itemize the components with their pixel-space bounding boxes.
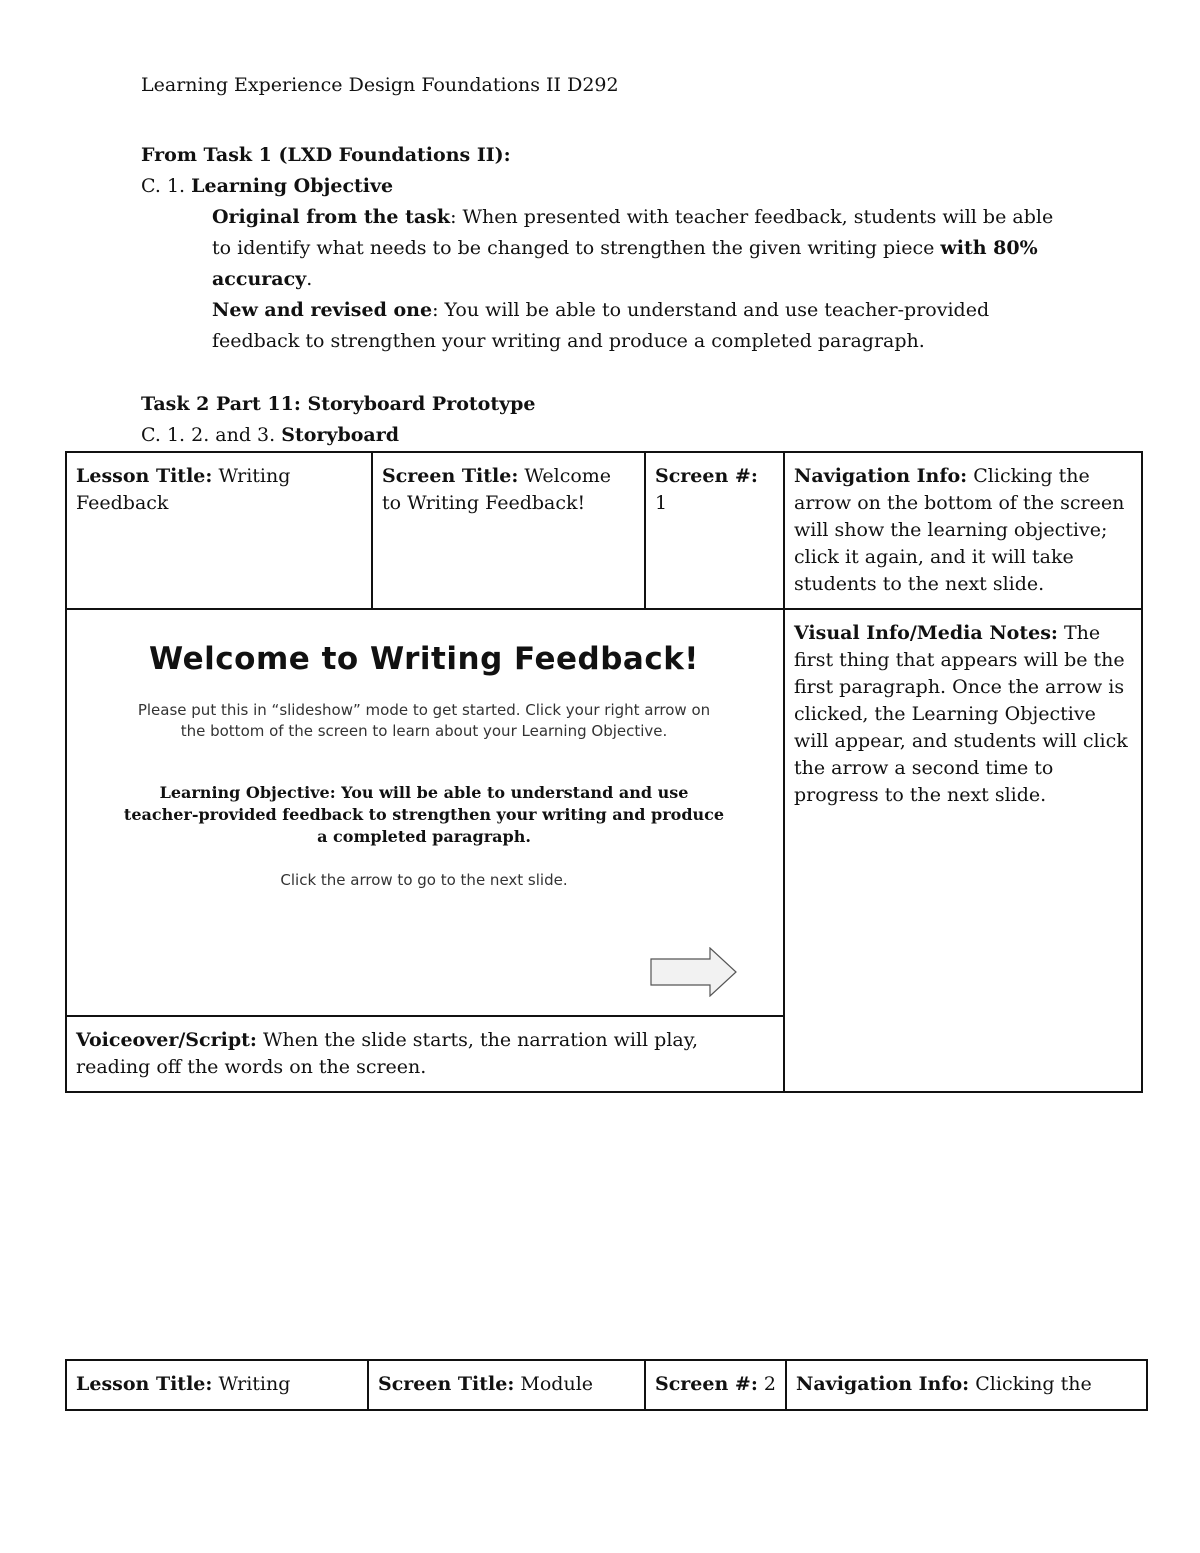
revised-objective: New and revised one: You will be able to understand and use teacher-provided feedback to strengthen your writing and produce a completed paragraph.	[212, 299, 990, 352]
slide-preview	[66, 609, 784, 1016]
slide-instructions: Please put this in “slideshow” mode to get started. Click your right arrow on the bottom of the screen to learn about your Learning Objective.	[137, 701, 711, 740]
lesson-title-cell: Lesson Title: Writing	[66, 1360, 368, 1410]
lesson-title-cell: Lesson Title: Writing Feedback	[66, 452, 372, 609]
navigation-info-cell: Navigation Info: Clicking the arrow on the bottom of the screen will show the learning objective; click it again, and it will take students to the next slide.	[784, 452, 1142, 609]
right-arrow-icon[interactable]	[650, 947, 738, 997]
slide-title: Welcome to Writing Feedback!	[149, 641, 699, 677]
task1-section	[141, 140, 1061, 357]
screen-number-cell: Screen #: 2	[645, 1360, 786, 1410]
task2-item-prefix: C. 1. 2. and 3.	[141, 424, 276, 446]
task1-item-label: Learning Objective	[191, 175, 394, 197]
original-objective: Original from the task: When presented with teacher feedback, students will be able to identify what needs to be changed to strengthen the given writing piece with 80% accuracy.	[212, 206, 1054, 290]
task2-item-label: Storyboard	[281, 424, 400, 446]
storyboard-screen-1	[65, 451, 1143, 1093]
task2-heading: Task 2 Part 11: Storyboard Prototype	[141, 393, 536, 415]
visual-info-cell: Visual Info/Media Notes: The first thing that appears will be the first paragraph. Once the arrow is clicked, the Learning Objective will appear, and students will click the arrow a second time to progress to the next slide.	[784, 609, 1142, 1092]
voiceover-cell: Voiceover/Script: When the slide starts, the narration will play, reading off the words on the screen.	[66, 1016, 784, 1092]
screen-title-cell: Screen Title: Welcome to Writing Feedback!	[372, 452, 645, 609]
task2-section	[141, 389, 1061, 451]
navigation-info-cell: Navigation Info: Clicking the	[786, 1360, 1147, 1410]
task1-item-prefix: C. 1.	[141, 175, 186, 197]
slide-next-hint: Click the arrow to go to the next slide.	[280, 871, 568, 889]
task1-heading: From Task 1 (LXD Foundations II):	[141, 144, 511, 166]
screen-title-cell: Screen Title: Module	[368, 1360, 645, 1410]
document-header: Learning Experience Design Foundations II D292	[141, 74, 619, 96]
storyboard-screen-2	[65, 1359, 1148, 1411]
screen-number-cell: Screen #: 1	[645, 452, 784, 609]
slide-learning-objective: Learning Objective: You will be able to understand and use teacher-provided feedback to strengthen your writing and produce a completed paragraph.	[123, 783, 725, 846]
